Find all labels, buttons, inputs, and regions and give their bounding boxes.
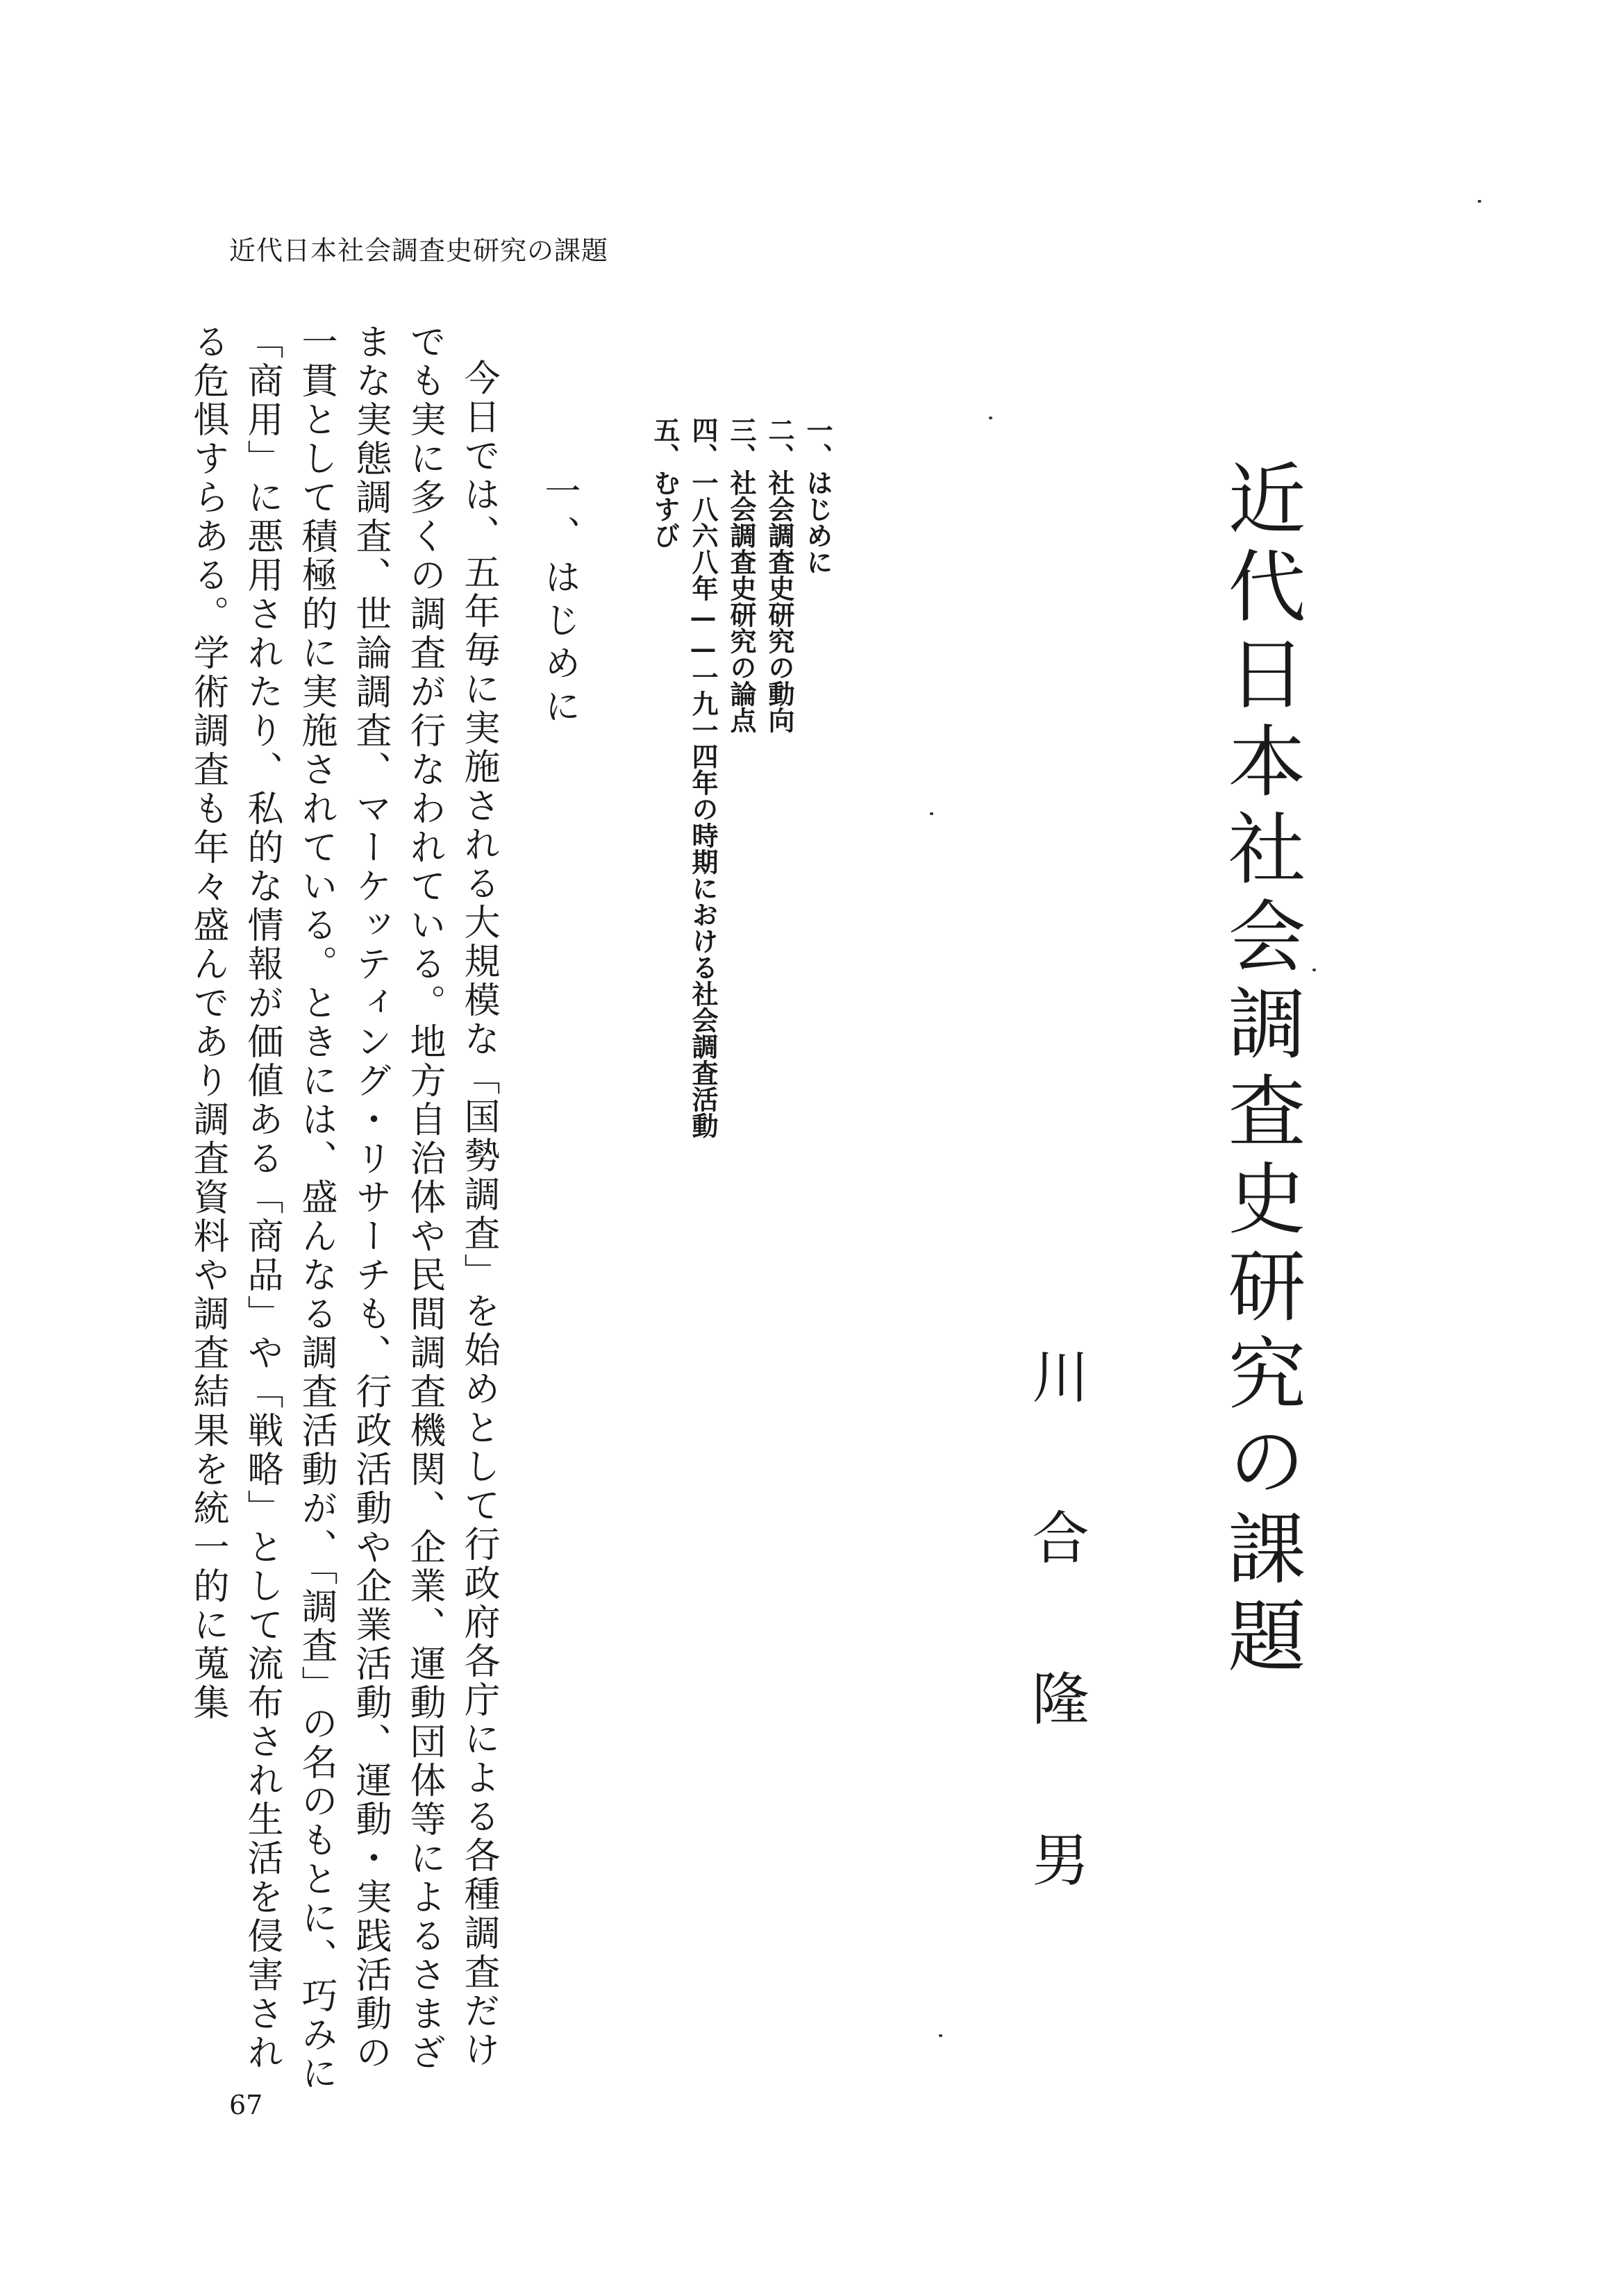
toc-item: 一、はじめに	[802, 417, 833, 575]
body-paragraph: 今日では、五年毎に実施される大規模な「国勢調査」を始めとして行政府各庁による各種調査だけでも実に多くの調査が行なわれている。地方自治体や民間調査機関、企業、運動団体等によるさまざまな実態調査、世論調査、マーケッティング・リサーチも、行政活動や企業活動、運動・実践活動の一貫として積極的に実施されている。ときには、盛んなる調査活動が、「調査」の名のもとに、巧みに「商用」に悪用されたり、私的な情報が価値ある「商品」や「戦略」として流布され生活を侵害される危惧すらある。学術調査も年々盛んであり調査資料や調査結果を統一的に蒐集	[187, 323, 499, 2093]
scan-speck	[939, 2034, 942, 2037]
section-heading: 一、はじめに	[538, 472, 580, 730]
scan-speck	[1478, 200, 1481, 203]
page-number: 67	[229, 2090, 263, 2120]
scan-speck	[1312, 969, 1316, 971]
author-name: 川合隆男	[1023, 1347, 1089, 1991]
toc-item: 三、社会調査史研究の論点	[726, 417, 757, 733]
running-head: 近代日本社会調査史研究の課題	[229, 235, 609, 266]
scan-speck	[930, 812, 933, 815]
toc-item: 二、社会調査史研究の動向	[764, 417, 795, 733]
toc-item: 四、一八六八年——一九一四年の時期における社会調査活動	[687, 417, 719, 1139]
article-title: 近代日本社会調査史研究の課題	[1215, 458, 1306, 1683]
body-text	[181, 323, 506, 2100]
table-of-contents	[646, 417, 837, 1180]
toc-item: 五、むすび	[649, 417, 681, 548]
scan-speck	[989, 417, 992, 419]
